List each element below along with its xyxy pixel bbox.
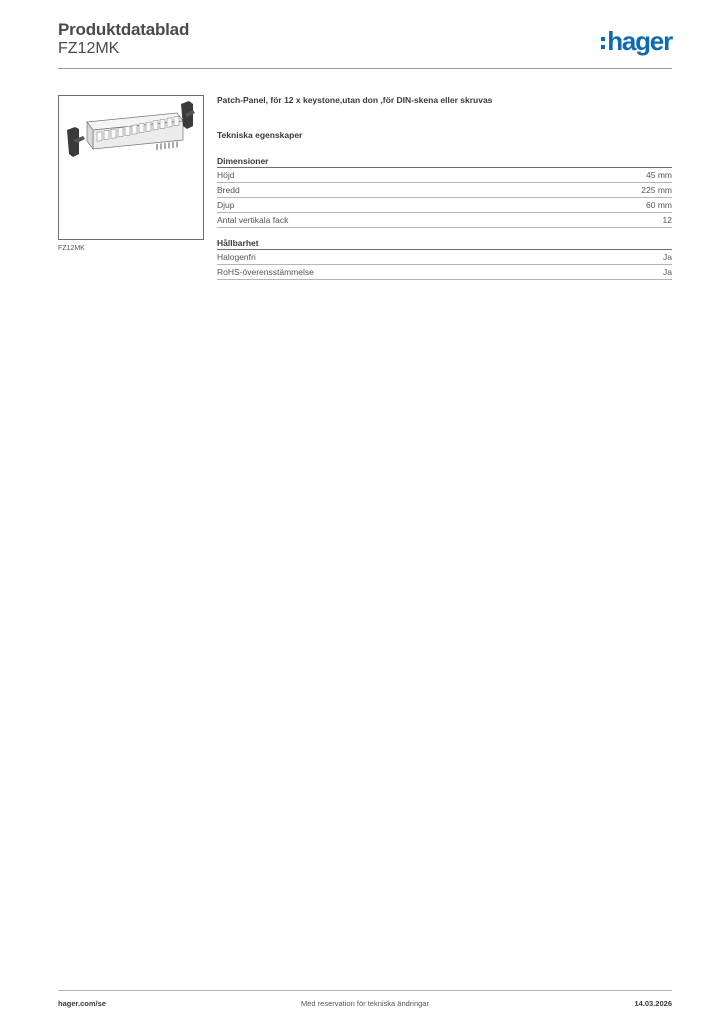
footer-website-link[interactable]: hager.com/se — [58, 999, 106, 1008]
dimensions-table — [217, 168, 672, 228]
property-value: 45 mm — [646, 170, 672, 180]
property-label: Halogenfri — [217, 252, 256, 262]
property-label: Höjd — [217, 170, 235, 180]
logo-text: hager — [607, 26, 672, 56]
property-row — [217, 265, 672, 280]
page-header — [58, 20, 672, 68]
page-footer — [58, 999, 672, 1009]
logo-dots-icon — [601, 37, 605, 49]
document-title: Produktdatablad — [58, 20, 190, 39]
property-row — [217, 183, 672, 198]
property-row — [217, 168, 672, 183]
image-caption: FZ12MK — [58, 245, 85, 252]
property-value: Ja — [663, 267, 672, 277]
property-label: Djup — [217, 200, 235, 210]
property-value: Ja — [663, 252, 672, 262]
footer-notice: Med reservation för tekniska ändringar — [301, 999, 429, 1008]
product-description: Patch-Panel, för 12 x keystone,utan don ,för DIN-skena eller skruvas — [217, 95, 493, 105]
property-label: Bredd — [217, 185, 240, 195]
dimensions-title: Dimensioner — [217, 156, 672, 168]
property-row — [217, 250, 672, 265]
footer-date: 14.03.2026 — [634, 999, 672, 1008]
property-value: 225 mm — [641, 185, 672, 195]
property-label: RoHS-överensstämmelse — [217, 267, 314, 277]
header-divider — [58, 68, 672, 69]
patch-panel-illustration — [59, 96, 203, 239]
property-row — [217, 198, 672, 213]
footer-divider — [58, 990, 672, 991]
technical-properties-title: Tekniska egenskaper — [217, 130, 303, 140]
product-image — [58, 95, 204, 240]
property-value: 12 — [662, 215, 672, 225]
product-details — [217, 95, 672, 280]
hager-logo — [601, 28, 672, 54]
product-code: FZ12MK — [58, 40, 120, 57]
property-row — [217, 213, 672, 228]
durability-table — [217, 250, 672, 280]
durability-title: Hållbarhet — [217, 238, 672, 250]
property-label: Antal vertikala fack — [217, 215, 289, 225]
property-value: 60 mm — [646, 200, 672, 210]
